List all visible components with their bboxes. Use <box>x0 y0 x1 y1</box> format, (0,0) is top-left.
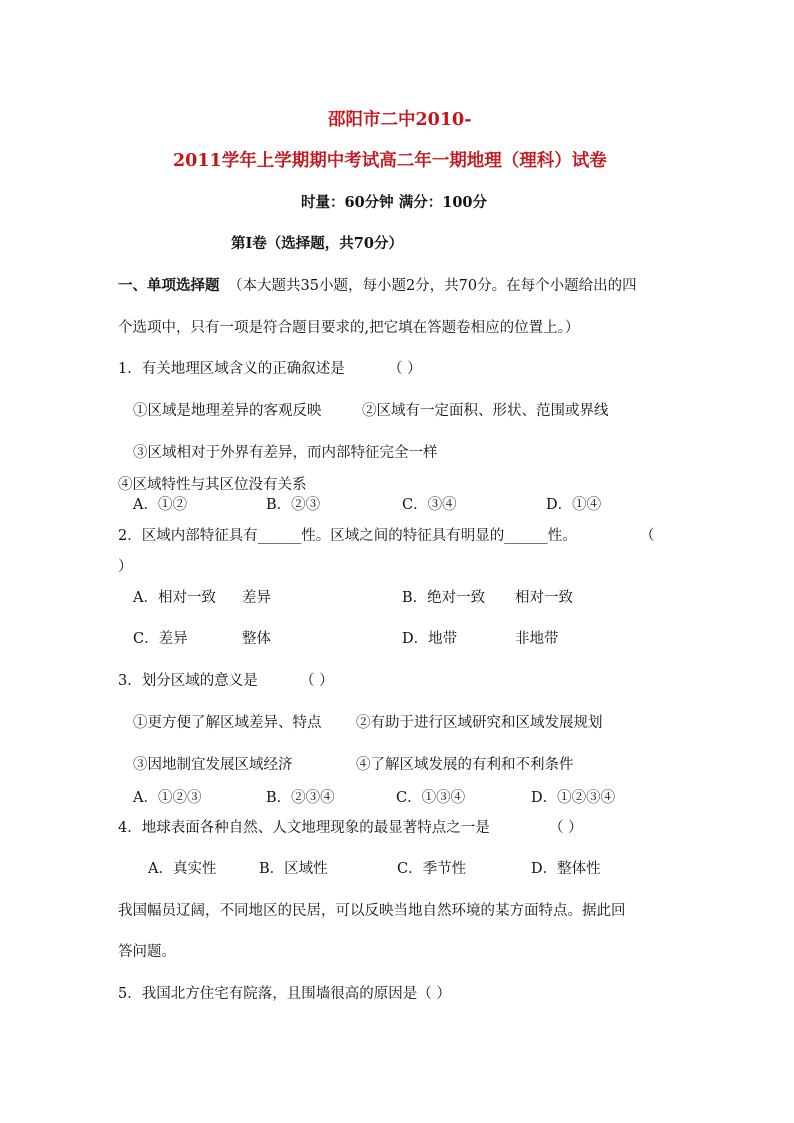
q3-answer-paren: （ ） <box>300 673 334 689</box>
q1-stem: 1．有关地理区域含义的正确叙述是 <box>118 361 345 377</box>
q1-answer-paren: （ ） <box>388 361 422 377</box>
q1-option-d: D．①④ <box>546 497 602 513</box>
q4-option-b: B．区域性 <box>259 861 328 877</box>
exam-title-line2: 2011学年上学期期中考试高二年一期地理（理科）试卷 <box>173 151 607 171</box>
time-score-line: 时量：60分钟 满分：100分 <box>301 194 487 211</box>
q1-statement-3: ③区域相对于外界有差异，而内部特征完全一样 <box>133 445 438 461</box>
context-line1: 我国幅员辽阔，不同地区的民居，可以反映当地自然环境的某方面特点。据此回 <box>118 903 626 919</box>
q5-stem: 5．我国北方住宅有院落，且围墙很高的原因是（ ） <box>118 986 451 1002</box>
q2-option-c-second: 整体 <box>242 631 271 647</box>
q4-answer-paren: （ ） <box>549 820 583 836</box>
q2-option-b: B．绝对一致 <box>402 590 486 606</box>
q1-option-a: A．①② <box>133 497 187 513</box>
q1-statement-4: ④区域特性与其区位没有关系 <box>118 477 307 493</box>
q4-option-a: A．真实性 <box>148 861 217 877</box>
q3-statement-1: ①更方便了解区域差异、特点 <box>133 715 322 731</box>
q2-option-d: D．地带 <box>402 631 458 647</box>
q3-option-c: C．①③④ <box>396 790 466 806</box>
q2-option-b-second: 相对一致 <box>515 590 573 606</box>
q1-option-b: B．②③ <box>266 497 321 513</box>
q3-statement-2: ②有助于进行区域研究和区域发展规划 <box>356 715 603 731</box>
q3-option-b: B．②③④ <box>266 790 335 806</box>
q1-statement-1: ①区域是地理差异的客观反映 <box>133 403 322 419</box>
q3-option-d: D．①②③④ <box>531 790 616 806</box>
q3-option-a: A．①②③ <box>133 790 202 806</box>
q1-statement-2: ②区域有一定面积、形状、范围或界线 <box>362 403 609 419</box>
q3-stem: 3．划分区域的意义是 <box>118 673 258 689</box>
q2-stem: 2．区域内部特征具有______性。区域之间的特征具有明显的______性。 <box>118 528 577 544</box>
part-instruction-line1: （本大题共35小题，每小题2分，共70分。在每个小题给出的四 <box>228 278 637 294</box>
volume-heading: 第Ⅰ卷（选择题，共70分） <box>231 235 403 252</box>
exam-title-line1: 邵阳市二中2010- <box>328 110 472 130</box>
part-instruction-line2: 个选项中，只有一项是符合题目要求的,把它填在答题卷相应的位置上。） <box>118 320 580 336</box>
part-heading: 一、单项选择题 <box>118 277 220 294</box>
q2-option-c: C．差异 <box>133 631 188 647</box>
q4-stem: 4．地球表面各种自然、人文地理现象的最显著特点之一是 <box>118 820 490 836</box>
q2-paren-close: ） <box>118 559 133 575</box>
q2-option-a-second: 差异 <box>242 590 271 606</box>
q2-option-a: A．相对一致 <box>133 590 216 606</box>
context-line2: 答问题。 <box>118 944 176 960</box>
q4-option-c: C．季节性 <box>397 861 467 877</box>
q1-option-c: C．③④ <box>402 497 457 513</box>
q3-statement-3: ③因地制宜发展区域经济 <box>133 757 293 773</box>
q2-option-d-second: 非地带 <box>515 631 559 647</box>
q4-option-d: D．整体性 <box>531 861 601 877</box>
q3-statement-4: ④了解区域发展的有利和不利条件 <box>356 757 574 773</box>
q2-paren-open: （ <box>640 528 655 544</box>
